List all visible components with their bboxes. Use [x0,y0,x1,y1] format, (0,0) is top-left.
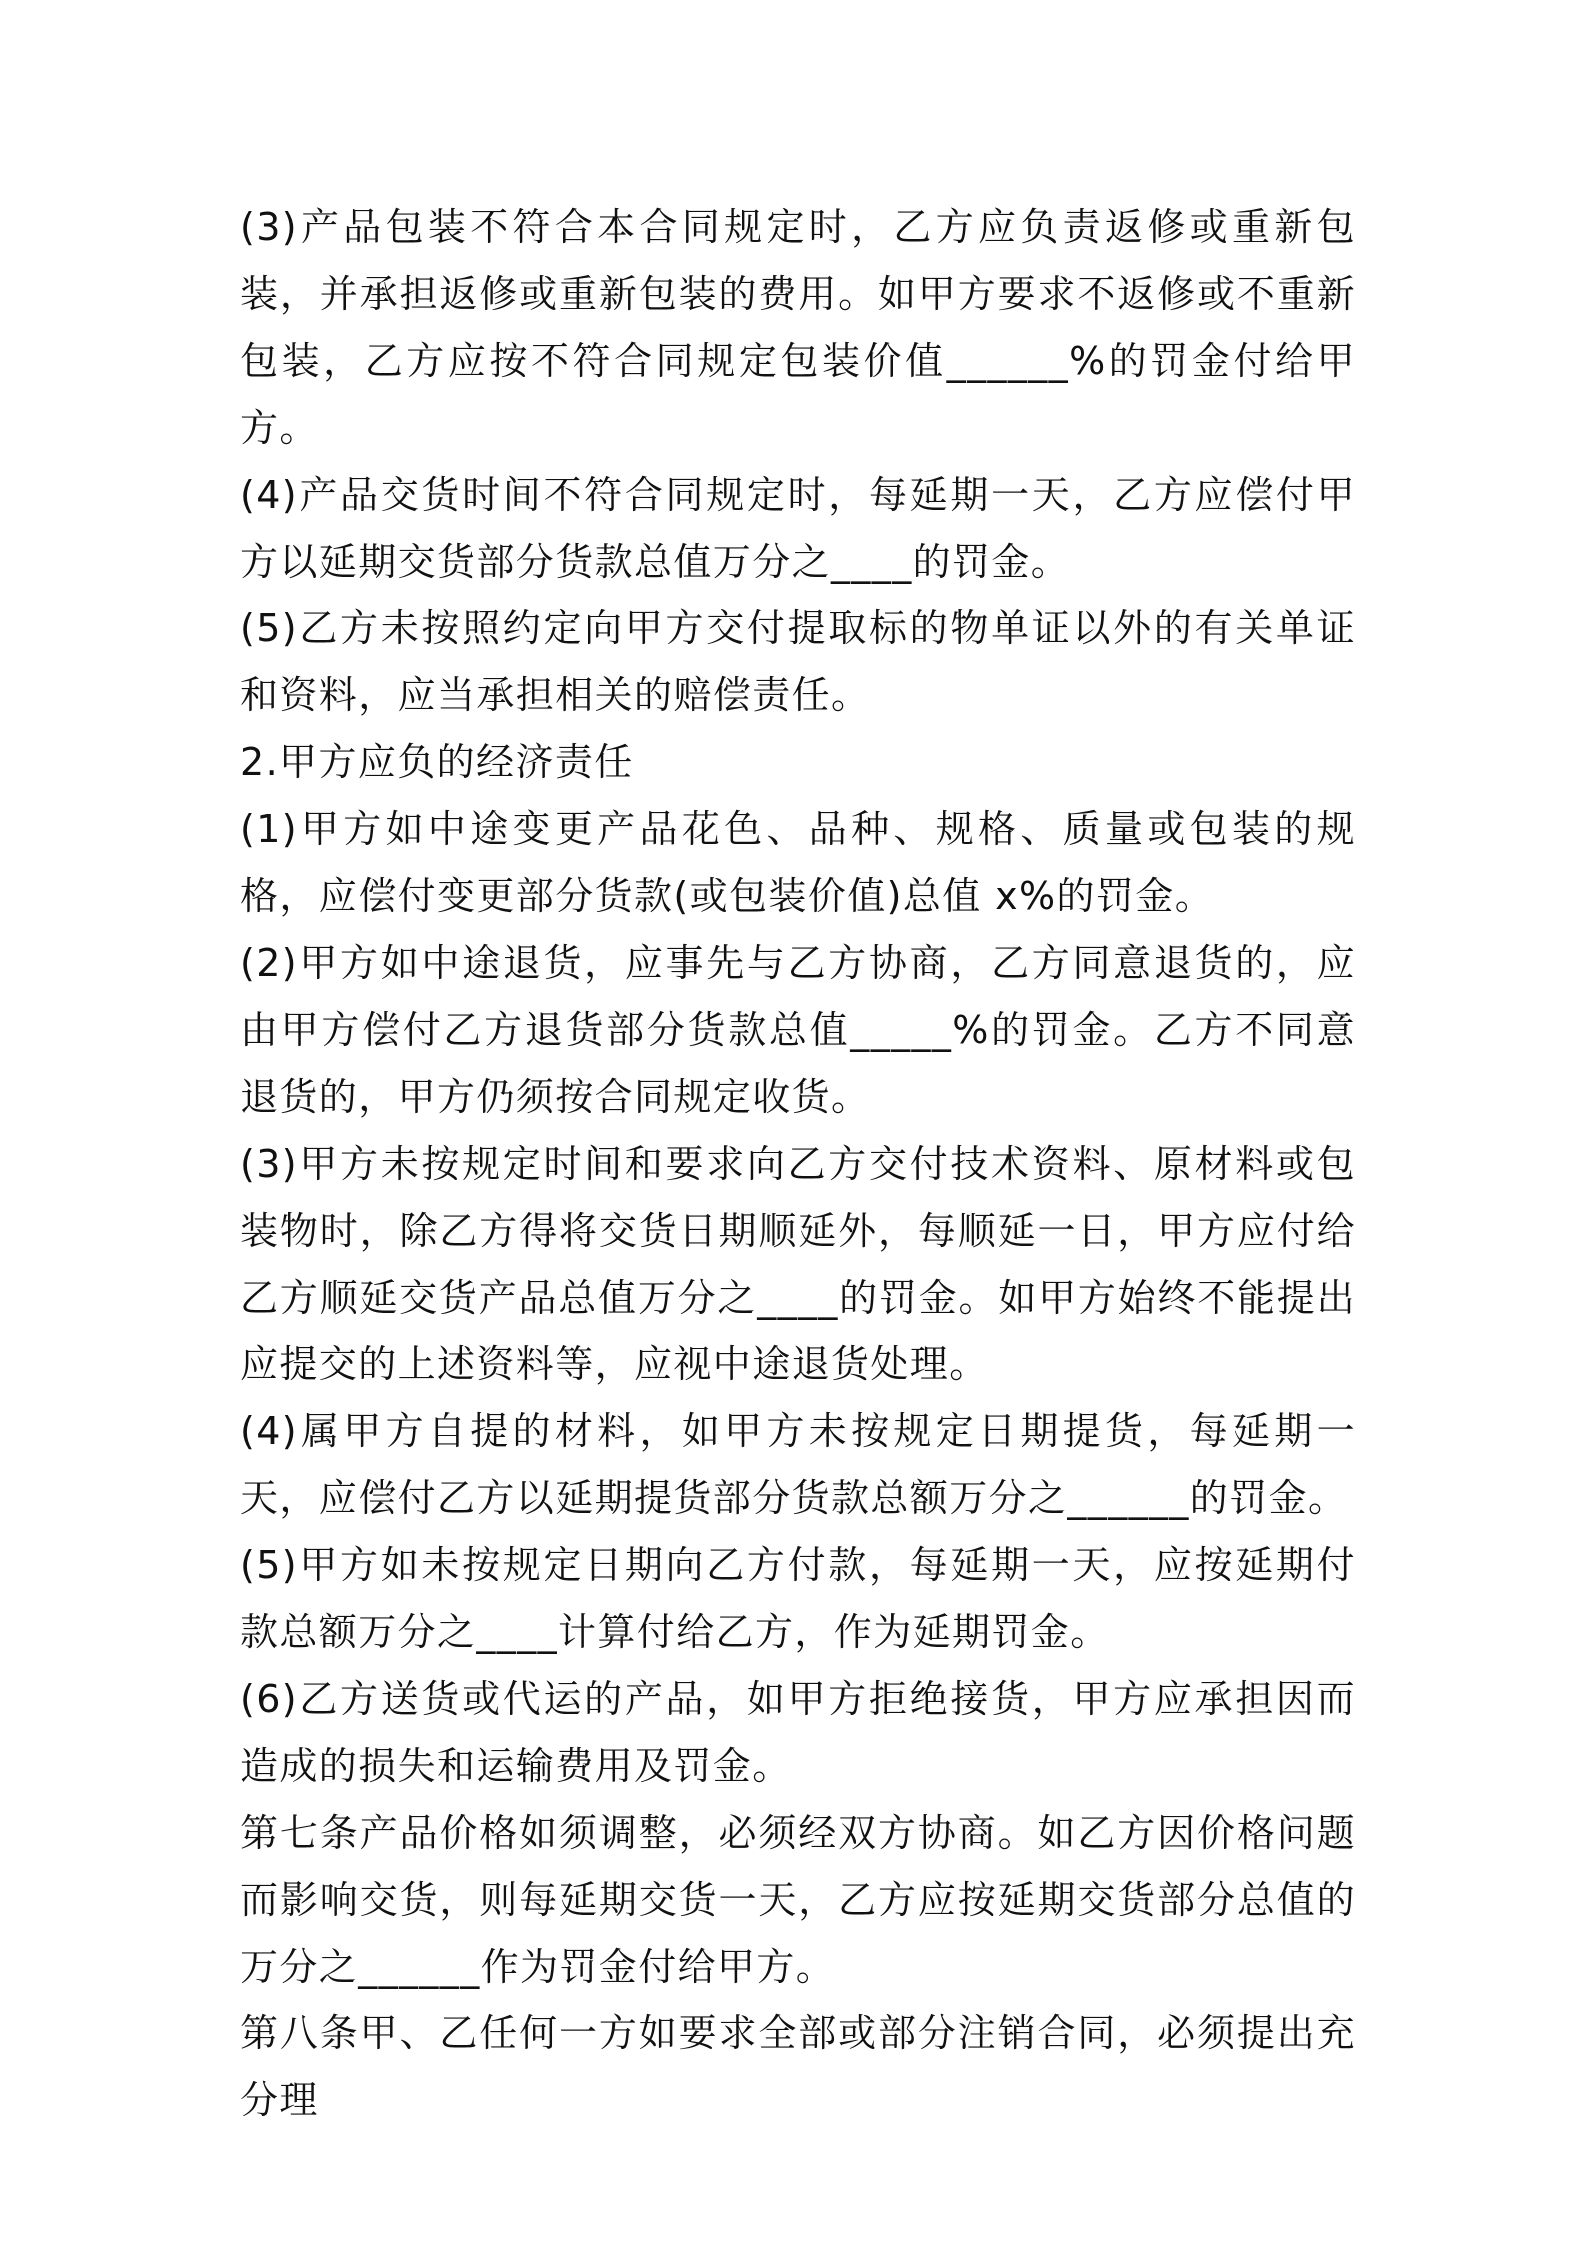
clause-4-late-delivery: (4)产品交货时间不符合同规定时，每延期一天，乙方应偿付甲方以延期交货部分货款总值万分之____的罚金。 [240,472,1356,584]
clause-5-late-payment: (5)甲方如未按规定日期向乙方付款，每延期一天，应按延期付款总额万分之____计算付给乙方，作为延期罚金。 [240,1543,1356,1655]
clause-3-packaging-nonconformity: (3)产品包装不符合本合同规定时，乙方应负责返修或重新包装，并承担返修或重新包装的费用。如甲方要求不返修或不重新包装，乙方应按不符合同规定包装价值______%的罚金付给甲方。 [240,205,1356,450]
clause-6-refused-delivery: (6)乙方送货或代运的产品，如甲方拒绝接货，甲方应承担因而造成的损失和运输费用及罚金。 [240,1676,1356,1788]
section-heading-party-a-liability: 2.甲方应负的经济责任 [240,740,634,785]
clause-2-midway-return: (2)甲方如中途退货，应事先与乙方协商，乙方同意退货的，应由甲方偿付乙方退货部分货款总值_____%的罚金。乙方不同意退货的，甲方仍须按合同规定收货。 [240,940,1356,1119]
clause-1-midway-change: (1)甲方如中途变更产品花色、品种、规格、质量或包装的规格，应偿付变更部分货款(或包装价值)总值 x%的罚金。 [240,807,1356,919]
clause-5-missing-documents: (5)乙方未按照约定向甲方交付提取标的物单证以外的有关单证和资料，应当承担相关的赔偿责任。 [240,606,1356,718]
clause-3-late-materials: (3)甲方未按规定时间和要求向乙方交付技术资料、原材料或包装物时，除乙方得将交货日期顺延外，每顺延一日，甲方应付给乙方顺延交货产品总值万分之____的罚金。如甲方始终不能提出应提交的上述资料等，应视中途退货处理。 [240,1141,1356,1387]
article-7-price-adjustment: 第七条产品价格如须调整，必须经双方协商。如乙方因价格问题而影响交货，则每延期交货一天，乙方应按延期交货部分总值的万分之______作为罚金付给甲方。 [240,1810,1356,1989]
article-8-contract-cancellation: 第八条甲、乙任何一方如要求全部或部分注销合同，必须提出充分理 [240,2011,1356,2123]
clause-4-late-pickup: (4)属甲方自提的材料，如甲方未按规定日期提货，每延期一天，应偿付乙方以延期提货部分货款总额万分之______的罚金。 [240,1409,1356,1521]
document-body [240,194,1356,2134]
